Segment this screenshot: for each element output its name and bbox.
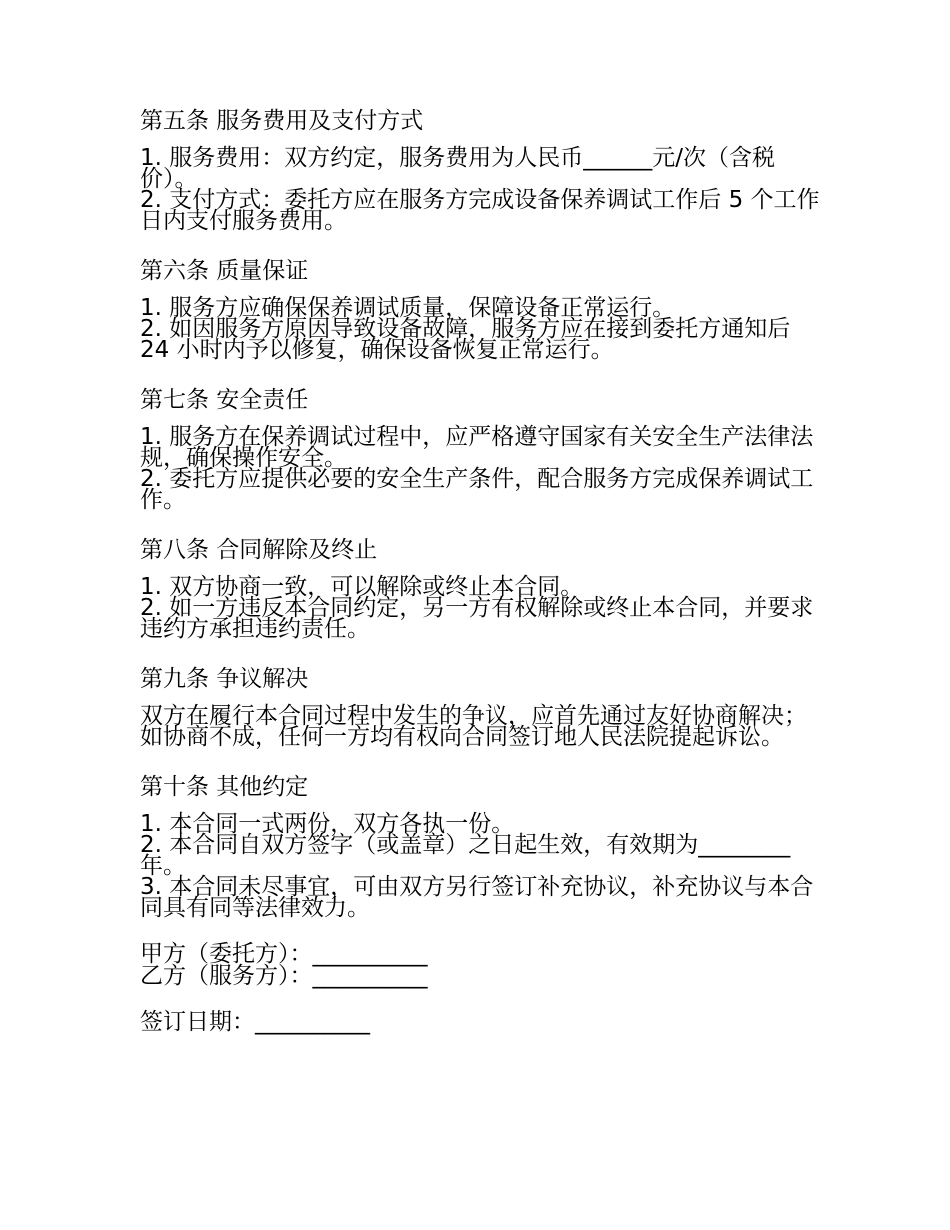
section-title: 第八条 合同解除及终止 <box>140 537 378 563</box>
clause-text: 1. 服务方在保养调试过程中，应严格遵守国家有关安全生产法律法规，确保操作安全。 <box>140 424 814 471</box>
clause-text: 2. 如一方违反本合同约定，另一方有权解除或终止本合同，并要求违约方承担违约责任。 <box>140 595 814 642</box>
section-6 <box>140 256 820 361</box>
section-8 <box>140 535 820 640</box>
section-10 <box>140 772 820 919</box>
section-title: 第九条 争议解决 <box>140 666 309 692</box>
section-title: 第七条 安全责任 <box>140 387 309 413</box>
clause-text: 1. 双方协商一致，可以解除或终止本合同。 <box>140 574 584 600</box>
clause-text: 2. 如因服务方原因导致设备故障，服务方应在接到委托方通知后 24 小时内予以修复，确保设备恢复正常运行。 <box>140 316 791 363</box>
signature-block <box>140 943 820 987</box>
clause-text: 2. 委托方应提供必要的安全生产条件，配合服务方完成保养调试工作。 <box>140 466 814 513</box>
party-b-signature: 乙方（服务方）：__________ <box>140 963 428 989</box>
clause-text: 双方在履行本合同过程中发生的争议，应首先通过友好协商解决；如协商不成，任何一方均有权向合同签订地人民法院提起诉讼。 <box>140 703 807 750</box>
section-title: 第十条 其他约定 <box>140 774 309 800</box>
section-7 <box>140 385 820 511</box>
clause-text: 2. 支付方式：委托方应在服务方完成设备保养调试工作后 5 个工作日内支付服务费用。 <box>140 187 820 234</box>
section-9 <box>140 664 820 748</box>
clause-text: 1. 本合同一式两份，双方各执一份。 <box>140 811 515 837</box>
party-a-signature: 甲方（委托方）：__________ <box>140 941 428 967</box>
clause-text: 1. 服务费用：双方约定，服务费用为人民币______元/次（含税价）。 <box>140 145 776 192</box>
clause-text: 2. 本合同自双方签字（或盖章）之日起生效，有效期为________年。 <box>140 832 791 879</box>
clause-text: 1. 服务方应确保保养调试质量，保障设备正常运行。 <box>140 295 676 321</box>
clause-text: 3. 本合同未尽事宜，可由双方另行签订补充协议，补充协议与本合同具有同等法律效力。 <box>140 874 814 921</box>
signing-date: 签订日期：__________ <box>140 1009 370 1035</box>
section-title: 第六条 质量保证 <box>140 258 309 284</box>
section-5 <box>140 106 820 232</box>
contract-page <box>140 106 820 1033</box>
section-title: 第五条 服务费用及支付方式 <box>140 108 424 134</box>
